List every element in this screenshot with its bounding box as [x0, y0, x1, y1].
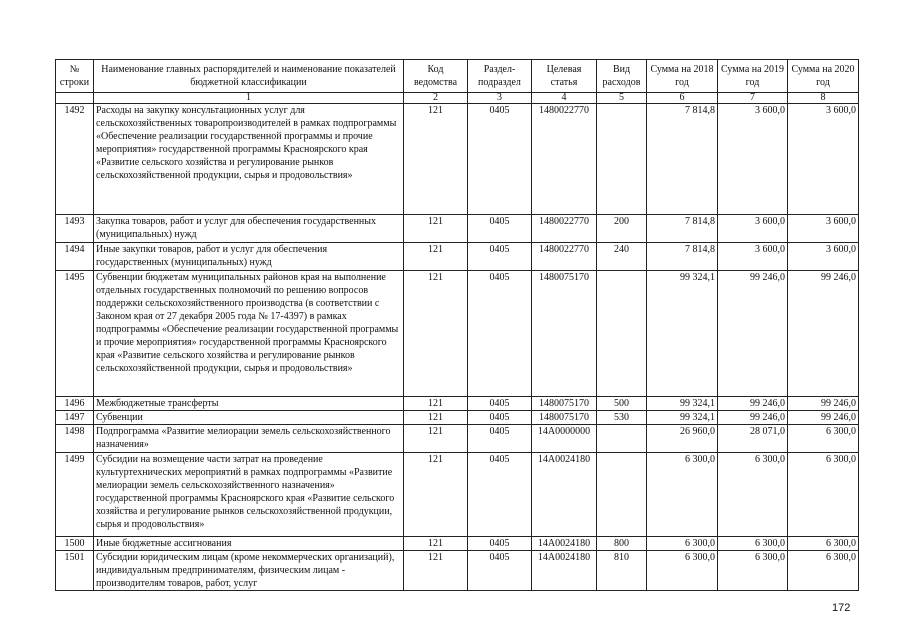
sum-2018: 99 324,1: [647, 397, 718, 411]
row-name: Иные бюджетные ассигнования: [94, 537, 404, 551]
sum-2018: 7 814,8: [647, 104, 718, 215]
sum-2019: 99 246,0: [718, 411, 788, 425]
header-sum-2018: Сумма на 2018 год: [647, 60, 718, 93]
target-article: 1480075170: [532, 397, 597, 411]
column-number: 6: [647, 93, 718, 104]
row-name: Закупка товаров, работ и услуг для обеспечения государственных (муниципальных) нужд: [94, 215, 404, 243]
row-number: 1496: [56, 397, 94, 411]
department-code: 121: [404, 551, 468, 591]
section-code: 0405: [468, 104, 532, 215]
target-article: 1480022770: [532, 243, 597, 271]
column-number: [56, 93, 94, 104]
table-row: [56, 215, 859, 243]
column-number: 7: [718, 93, 788, 104]
sum-2020: 99 246,0: [788, 397, 859, 411]
sum-2019: 6 300,0: [718, 453, 788, 537]
column-number: 3: [468, 93, 532, 104]
sum-2018: 26 960,0: [647, 425, 718, 453]
expense-type: [597, 104, 647, 215]
sum-2019: 3 600,0: [718, 215, 788, 243]
target-article: 14А0000000: [532, 425, 597, 453]
sum-2019: 28 071,0: [718, 425, 788, 453]
sum-2019: 6 300,0: [718, 551, 788, 591]
sum-2020: 99 246,0: [788, 411, 859, 425]
expense-type: 200: [597, 215, 647, 243]
table-row: [56, 271, 859, 397]
table-row: [56, 104, 859, 215]
sum-2018: 7 814,8: [647, 243, 718, 271]
expense-type: [597, 425, 647, 453]
row-number: 1495: [56, 271, 94, 397]
target-article: 14А0024180: [532, 537, 597, 551]
sum-2018: 6 300,0: [647, 453, 718, 537]
sum-2020: 6 300,0: [788, 425, 859, 453]
header-target-article: Целевая статья: [532, 60, 597, 93]
expense-type: 810: [597, 551, 647, 591]
section-code: 0405: [468, 215, 532, 243]
target-article: 14А0024180: [532, 551, 597, 591]
row-number: 1499: [56, 453, 94, 537]
table-row: [56, 397, 859, 411]
sum-2018: 99 324,1: [647, 271, 718, 397]
table-row: [56, 243, 859, 271]
section-code: 0405: [468, 453, 532, 537]
expense-type: 500: [597, 397, 647, 411]
target-article: 1480075170: [532, 271, 597, 397]
table-row: [56, 453, 859, 537]
section-code: 0405: [468, 243, 532, 271]
sum-2020: 99 246,0: [788, 271, 859, 397]
department-code: 121: [404, 425, 468, 453]
row-name: Подпрограмма «Развитие мелиорации земель сельскохозяйственного назначения»: [94, 425, 404, 453]
column-number: 1: [94, 93, 404, 104]
sum-2019: 3 600,0: [718, 104, 788, 215]
section-code: 0405: [468, 537, 532, 551]
header-section: Раздел-подраздел: [468, 60, 532, 93]
sum-2020: 6 300,0: [788, 453, 859, 537]
table-row: [56, 425, 859, 453]
row-number: 1492: [56, 104, 94, 215]
row-name: Субсидии на возмещение части затрат на проведение культуртехнических мероприятий в рамках подпрограммы «Развитие мелиорации земель сельскохозяйственного назначения» государственной программы Красноярского края «Развитие сельского хозяйства и регулирование рынков сельскохозяйственной продукции, сырья и продовольствия»: [94, 453, 404, 537]
section-code: 0405: [468, 271, 532, 397]
page-number: 172: [832, 602, 851, 614]
header-expense-type: Вид расходов: [597, 60, 647, 93]
department-code: 121: [404, 537, 468, 551]
department-code: 121: [404, 271, 468, 397]
row-number: 1500: [56, 537, 94, 551]
target-article: 14А0024180: [532, 453, 597, 537]
sum-2019: 99 246,0: [718, 397, 788, 411]
header-sum-2020: Сумма на 2020 год: [788, 60, 859, 93]
column-number: 4: [532, 93, 597, 104]
section-code: 0405: [468, 551, 532, 591]
sum-2018: 7 814,8: [647, 215, 718, 243]
column-number: 8: [788, 93, 859, 104]
row-number: 1501: [56, 551, 94, 591]
sum-2018: 6 300,0: [647, 537, 718, 551]
expense-type: 800: [597, 537, 647, 551]
column-number: 5: [597, 93, 647, 104]
target-article: 1480022770: [532, 215, 597, 243]
department-code: 121: [404, 243, 468, 271]
sum-2020: 6 300,0: [788, 537, 859, 551]
department-code: 121: [404, 397, 468, 411]
budget-table: [55, 59, 859, 591]
sum-2019: 99 246,0: [718, 271, 788, 397]
table-row: [56, 551, 859, 591]
expense-type: [597, 453, 647, 537]
row-number: 1498: [56, 425, 94, 453]
header-sum-2019: Сумма на 2019 год: [718, 60, 788, 93]
department-code: 121: [404, 411, 468, 425]
target-article: 1480022770: [532, 104, 597, 215]
row-number: 1497: [56, 411, 94, 425]
row-name: Межбюджетные трансферты: [94, 397, 404, 411]
column-number-row: [56, 93, 859, 104]
header-row-number: № строки: [56, 60, 94, 93]
table-row: [56, 537, 859, 551]
header-department-code: Код ведомства: [404, 60, 468, 93]
sum-2020: 3 600,0: [788, 215, 859, 243]
expense-type: 240: [597, 243, 647, 271]
department-code: 121: [404, 453, 468, 537]
sum-2020: 6 300,0: [788, 551, 859, 591]
column-number: 2: [404, 93, 468, 104]
sum-2020: 3 600,0: [788, 104, 859, 215]
section-code: 0405: [468, 397, 532, 411]
table-header-row: [56, 60, 859, 93]
row-name: Иные закупки товаров, работ и услуг для обеспечения государственных (муниципальных) нужд: [94, 243, 404, 271]
row-number: 1494: [56, 243, 94, 271]
sum-2019: 6 300,0: [718, 537, 788, 551]
header-name: Наименование главных распорядителей и наименование показателей бюджетной классификации: [94, 60, 404, 93]
department-code: 121: [404, 104, 468, 215]
sum-2020: 3 600,0: [788, 243, 859, 271]
expense-type: [597, 271, 647, 397]
sum-2019: 3 600,0: [718, 243, 788, 271]
section-code: 0405: [468, 411, 532, 425]
expense-type: 530: [597, 411, 647, 425]
table-row: [56, 411, 859, 425]
sum-2018: 99 324,1: [647, 411, 718, 425]
row-name: Расходы на закупку консультационных услуг для сельскохозяйственных товаропроизводителей в рамках подпрограммы «Обеспечение реализации государственной программы и прочие мероприятия» государственной программы Красноярского края «Развитие сельского хозяйства и регулирование рынков сельскохозяйственной продукции, сырья и продовольствия»: [94, 104, 404, 215]
row-number: 1493: [56, 215, 94, 243]
row-name: Субвенции бюджетам муниципальных районов края на выполнение отдельных государственных полномочий по решению вопросов поддержки сельскохозяйственного производства (в соответствии с Законом края от 27 декабря 2005 года № 17-4397) в рамках подпрограммы «Обеспечение реализации государственной программы и прочие мероприятия» государственной программы Красноярского края «Развитие сельского хозяйства и регулирование рынков сельскохозяйственной продукции, сырья и продовольствия»: [94, 271, 404, 397]
target-article: 1480075170: [532, 411, 597, 425]
row-name: Субсидии юридическим лицам (кроме некоммерческих организаций), индивидуальным предпринимателям, физическим лицам - производителям товаров, работ, услуг: [94, 551, 404, 591]
section-code: 0405: [468, 425, 532, 453]
department-code: 121: [404, 215, 468, 243]
row-name: Субвенции: [94, 411, 404, 425]
sum-2018: 6 300,0: [647, 551, 718, 591]
